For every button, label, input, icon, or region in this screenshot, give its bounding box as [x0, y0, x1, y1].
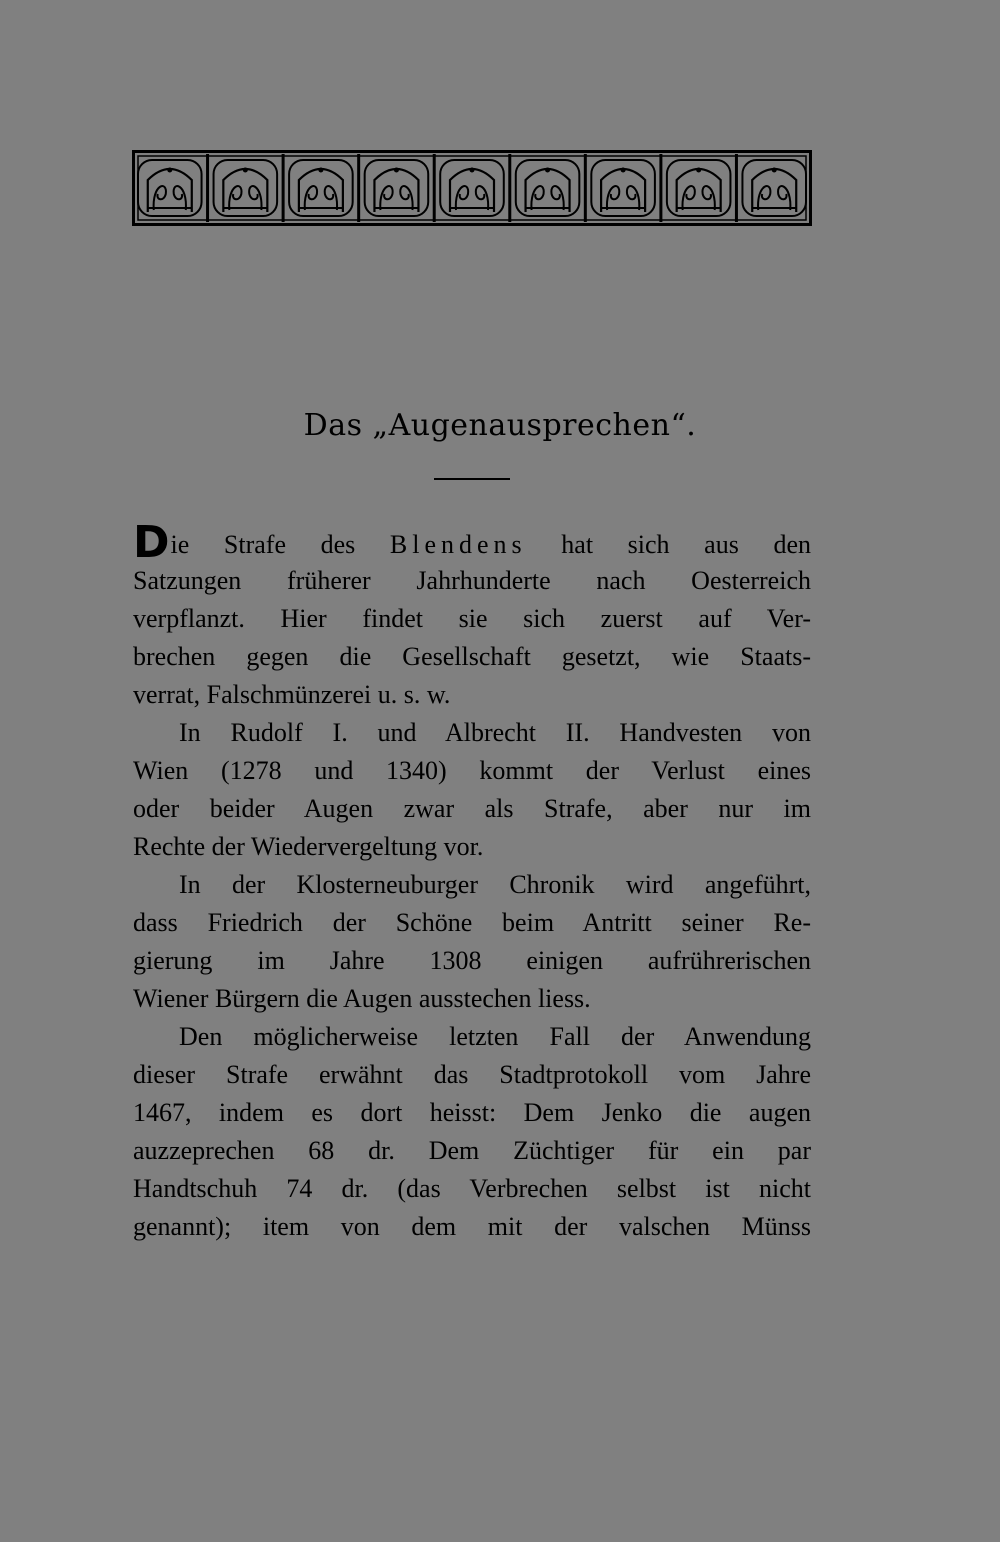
- text-line: [133, 517, 811, 568]
- text-line: brechen gegen die Gesellschaft gesetzt, wie Staats-: [133, 642, 811, 671]
- text-line: In der Klosterneuburger Chronik wird angeführt,: [179, 870, 811, 899]
- text-line: Wien (1278 und 1340) kommt der Verlust eines: [133, 756, 811, 785]
- text-line: dieser Strafe erwähnt das Stadtprotokoll vom Jahre: [133, 1060, 811, 1089]
- ornament-frieze: [132, 150, 812, 226]
- ornament-tile: [359, 154, 429, 222]
- text-line: genannt); item von dem mit der valschen Münss: [133, 1212, 811, 1241]
- page-title: Das „Augenausprechen“.: [303, 408, 697, 443]
- body-text: [133, 517, 811, 1246]
- text-line: dass Friedrich der Schöne beim Antritt seiner Re-: [133, 908, 811, 937]
- text-line: verrat, Falschmünzerei u. s. w.: [133, 680, 451, 709]
- text-line: Handtschuh 74 dr. (das Verbrechen selbst ist nicht: [133, 1174, 811, 1203]
- ornament-tile: [208, 154, 278, 222]
- text-line: gierung im Jahre 1308 einigen aufrührerischen: [133, 946, 811, 975]
- text-run: ie Strafe des: [170, 530, 390, 559]
- ornament-tile: [283, 154, 353, 222]
- title-divider: [434, 478, 510, 480]
- text-line: Satzungen früherer Jahrhunderte nach Oesterreich: [133, 566, 811, 595]
- text-line: 1467, indem es dort heisst: Dem Jenko die augen: [133, 1098, 811, 1127]
- text-line: Wiener Bürgern die Augen ausstechen liess.: [133, 984, 591, 1013]
- decorative-header-band: [132, 150, 812, 226]
- spaced-emphasis: Blendens: [389, 530, 527, 559]
- text-line: In Rudolf I. und Albrecht II. Handvesten von: [179, 718, 811, 747]
- text-line: verpflanzt. Hier findet sie sich zuerst auf Ver-: [133, 604, 811, 633]
- drop-initial: D: [133, 517, 170, 568]
- ornament-tile: [138, 160, 202, 216]
- ornament-tile: [661, 154, 731, 222]
- text-line: auzzeprechen 68 dr. Dem Züchtiger für ein par: [133, 1136, 811, 1165]
- text-line: oder beider Augen zwar als Strafe, aber nur im: [133, 794, 811, 823]
- text-line: Den möglicherweise letzten Fall der Anwendung: [179, 1022, 811, 1051]
- text-line: Rechte der Wiedervergeltung vor.: [133, 832, 484, 861]
- ornament-tile: [510, 154, 580, 222]
- ornament-tile: [434, 154, 504, 222]
- text-run: hat sich aus den: [526, 530, 811, 559]
- ornament-tile: [736, 154, 806, 222]
- ornament-tile: [585, 154, 655, 222]
